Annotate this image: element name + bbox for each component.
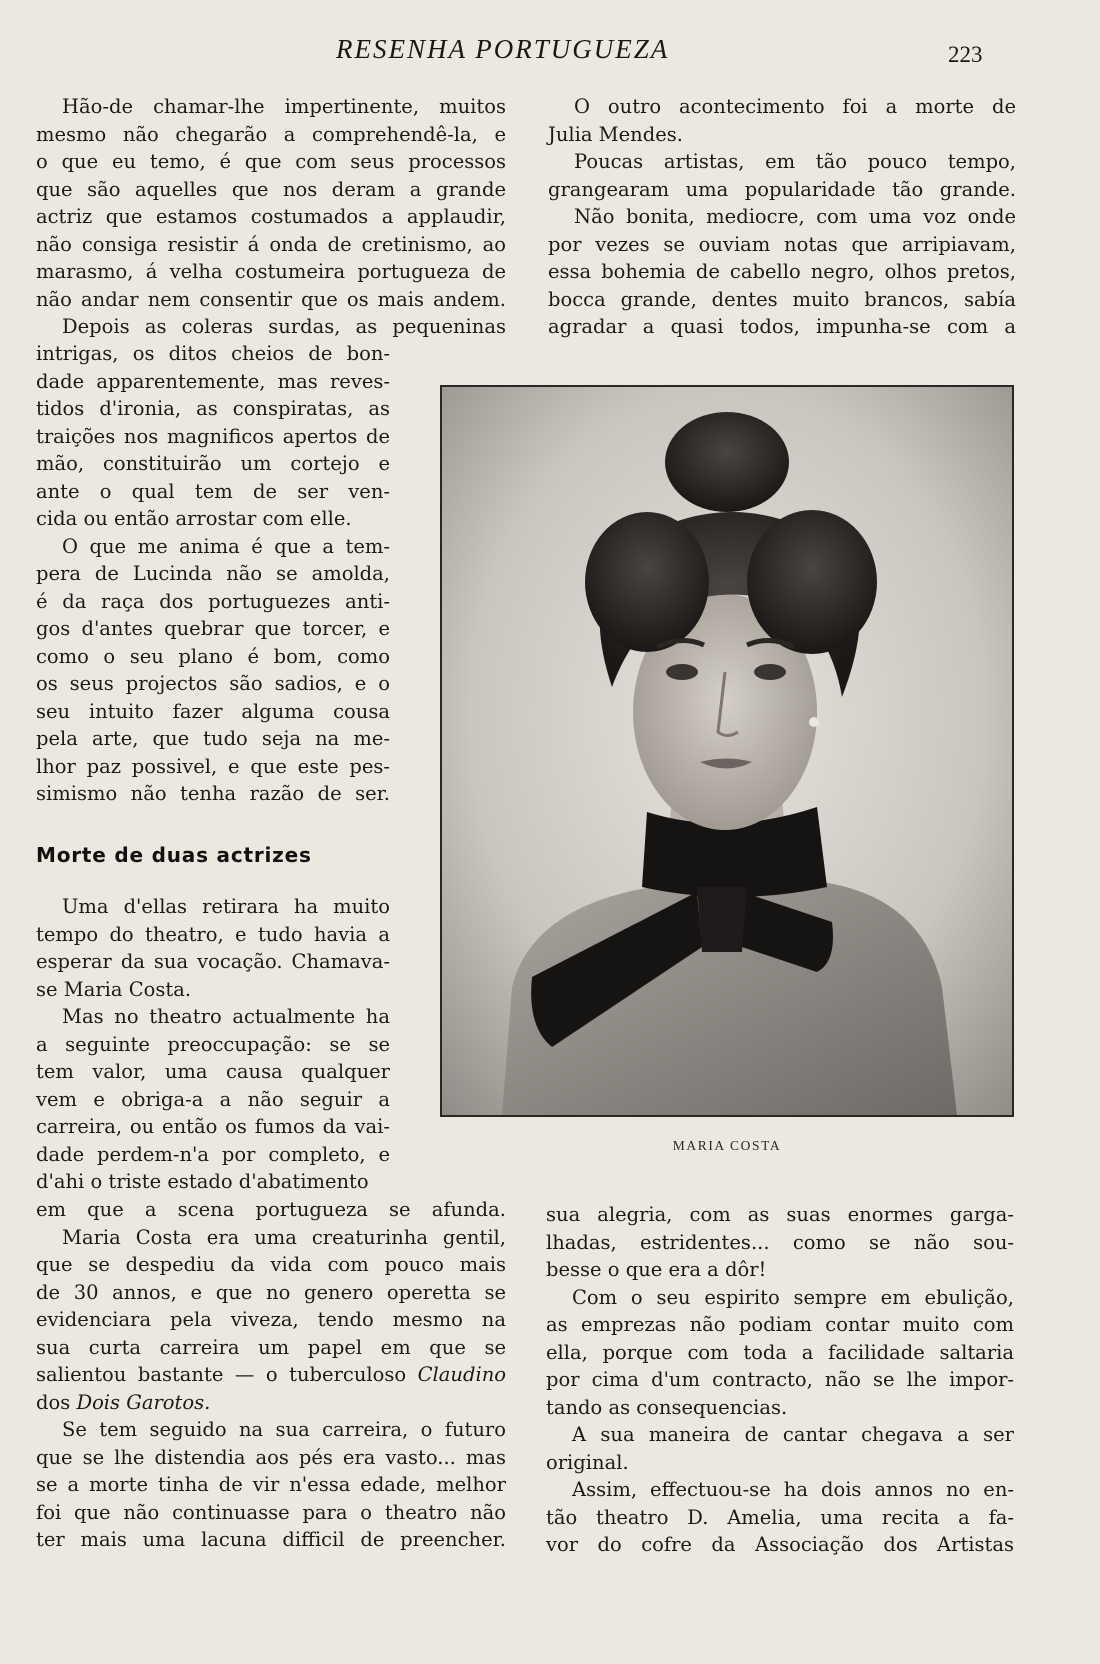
left-column-bottom — [36, 1196, 506, 1554]
page-header — [0, 28, 1100, 68]
text-line: por cima d'um contracto, não se lhe impor- — [546, 1368, 1014, 1391]
text-line: O que me anima é que a tem- — [62, 534, 390, 558]
text-line: Não bonita, mediocre, com uma voz onde — [574, 205, 1016, 228]
text-line: por vezes se ouviam notas que arripiavam, — [548, 232, 1016, 256]
text-line: Assim, effectuou-se ha dois annos no en- — [572, 1478, 1014, 1501]
text-line: lhor paz possivel, e que este pes- — [36, 754, 390, 778]
photo-caption: MARIA COSTA — [672, 1138, 782, 1153]
left-column-narrow — [36, 340, 390, 808]
page-number: 223 — [948, 42, 983, 67]
portrait-photo — [440, 385, 1014, 1117]
left-column-top — [36, 93, 506, 341]
text-line: dade perdem-n'a por completo, e — [36, 1142, 390, 1166]
italic-title: Claudino — [417, 1363, 506, 1386]
text-line: não consiga resistir á onda de cretinismo, ao — [36, 232, 506, 256]
text-line: Uma d'ellas retirara ha muito — [62, 895, 390, 918]
text-line: ante o qual tem de ser ven- — [36, 479, 390, 503]
text-line: gos d'antes quebrar que torcer, e — [36, 617, 390, 640]
text-line: Mas no theatro actualmente ha — [62, 1005, 390, 1028]
text-line: Com o seu espirito sempre em ebulição, — [572, 1285, 1014, 1309]
text-line: tempo do theatro, e tudo havia a — [36, 922, 390, 946]
text-line: é da raça dos portuguezes anti- — [36, 589, 390, 613]
text-line: ter mais uma lacuna difficil de preencher. — [36, 1528, 506, 1551]
text-line: Julia Mendes. — [548, 122, 683, 146]
text-line: em que a scena portugueza se afunda. — [36, 1198, 506, 1221]
text-line: ella, porque com toda a facilidade saltaria — [546, 1340, 1014, 1364]
text-line: dade apparentemente, mas reves- — [36, 369, 390, 393]
text-line: tando as consequencias. — [546, 1395, 788, 1419]
text-line: como o seu plano é bom, como — [36, 644, 390, 668]
text-line: sua curta carreira um papel em que se — [36, 1335, 506, 1359]
text-line: de 30 annos, e que no genero operetta se — [36, 1280, 506, 1304]
text-line: marasmo, á velha costumeira portugueza de — [36, 260, 506, 283]
text-line: Poucas artistas, em tão pouco tempo, — [574, 150, 1016, 173]
text-line: grangearam uma popularidade tão grande. — [548, 177, 1016, 201]
text-line: pela arte, que tudo seja na me- — [36, 727, 390, 750]
right-column-bottom — [546, 1201, 1014, 1559]
running-title: RESENHA PORTUGUEZA — [336, 34, 670, 64]
text-line: Depois as coleras surdas, as pequeninas — [62, 315, 506, 338]
text-line: esperar da sua vocação. Chamava- — [36, 950, 390, 973]
text-line: A sua maneira de cantar chegava a ser — [572, 1423, 1014, 1446]
text-line: intrigas, os ditos cheios de bon- — [36, 342, 390, 365]
text-line: vor do cofre da Associação dos Artistas — [546, 1533, 1014, 1556]
text-line: que são aquelles que nos deram a grande — [36, 177, 506, 201]
text-line: essa bohemia de cabello negro, olhos pretos, — [548, 260, 1016, 283]
text-line: Hão-de chamar-lhe impertinente, muitos — [62, 95, 506, 118]
text-span: salientou bastante — o tuberculoso — [36, 1363, 407, 1386]
text-line: lhadas, estridentes... como se não sou- — [546, 1230, 1014, 1254]
text-line: sua alegria, com as suas enormes garga- — [546, 1203, 1014, 1226]
text-line: foi que não continuasse para o theatro não — [36, 1500, 506, 1524]
text-line: tem valor, uma causa qualquer — [36, 1060, 390, 1083]
text-line: mesmo não chegarão a comprehendê-la, e — [36, 122, 506, 146]
text-line: traições nos magnificos apertos de — [36, 424, 390, 448]
section-heading: Morte de duas actrizes — [36, 843, 312, 867]
text-line: carreira, ou então os fumos da vai- — [36, 1115, 390, 1138]
text-line: O outro acontecimento foi a morte de — [574, 95, 1016, 118]
text-line — [36, 1361, 506, 1389]
text-line: besse o que era a dôr! — [546, 1258, 767, 1281]
text-line: Maria Costa era uma creaturinha gentil, — [62, 1225, 506, 1249]
text-line: agradar a quasi todos, impunha-se com a — [548, 315, 1016, 338]
left-column-section — [36, 893, 390, 1196]
text-line: bocca grande, dentes muito brancos, sabía — [548, 287, 1016, 311]
text-line: que se lhe distendia aos pés era vasto... mas — [36, 1445, 506, 1469]
text-line: se Maria Costa. — [36, 977, 192, 1001]
text-line: não andar nem consentir que os mais andem. — [36, 287, 506, 311]
text-line: a seguinte preoccupação: se se — [36, 1032, 390, 1056]
text-line — [36, 1389, 506, 1417]
text-line: mão, constituirão um cortejo e — [36, 452, 390, 475]
text-line: pera de Lucinda não se amolda, — [36, 562, 390, 585]
portrait-illustration — [442, 387, 1012, 1115]
text-line: os seus projectos são sadios, e o — [36, 672, 390, 695]
italic-title: Dois Garotos. — [76, 1390, 211, 1414]
text-line: simismo não tenha razão de ser. — [36, 782, 390, 805]
text-span: dos — [36, 1390, 71, 1414]
text-line: que se despediu da vida com pouco mais — [36, 1253, 506, 1276]
text-line: cida ou então arrostar com elle. — [36, 507, 352, 530]
text-line: seu intuito fazer alguma cousa — [36, 699, 390, 723]
text-line: tidos d'ironia, as conspiratas, as — [36, 397, 390, 420]
text-line: vem e obriga-a a não seguir a — [36, 1087, 390, 1111]
text-line: as emprezas não podiam contar muito com — [546, 1313, 1014, 1336]
text-line: se a morte tinha de vir n'essa edade, melhor — [36, 1473, 506, 1496]
text-line: o que eu temo, é que com seus processos — [36, 150, 506, 173]
text-line: actriz que estamos costumados a applaudir, — [36, 205, 506, 228]
text-line: tão theatro D. Amelia, uma recita a fa- — [546, 1505, 1014, 1529]
right-column-top — [548, 93, 1016, 341]
text-line: d'ahi o triste estado d'abatimento — [36, 1170, 369, 1193]
text-line: original. — [546, 1450, 629, 1474]
text-line: evidenciara pela viveza, tendo mesmo na — [36, 1308, 506, 1331]
text-line: Se tem seguido na sua carreira, o futuro — [62, 1418, 506, 1441]
